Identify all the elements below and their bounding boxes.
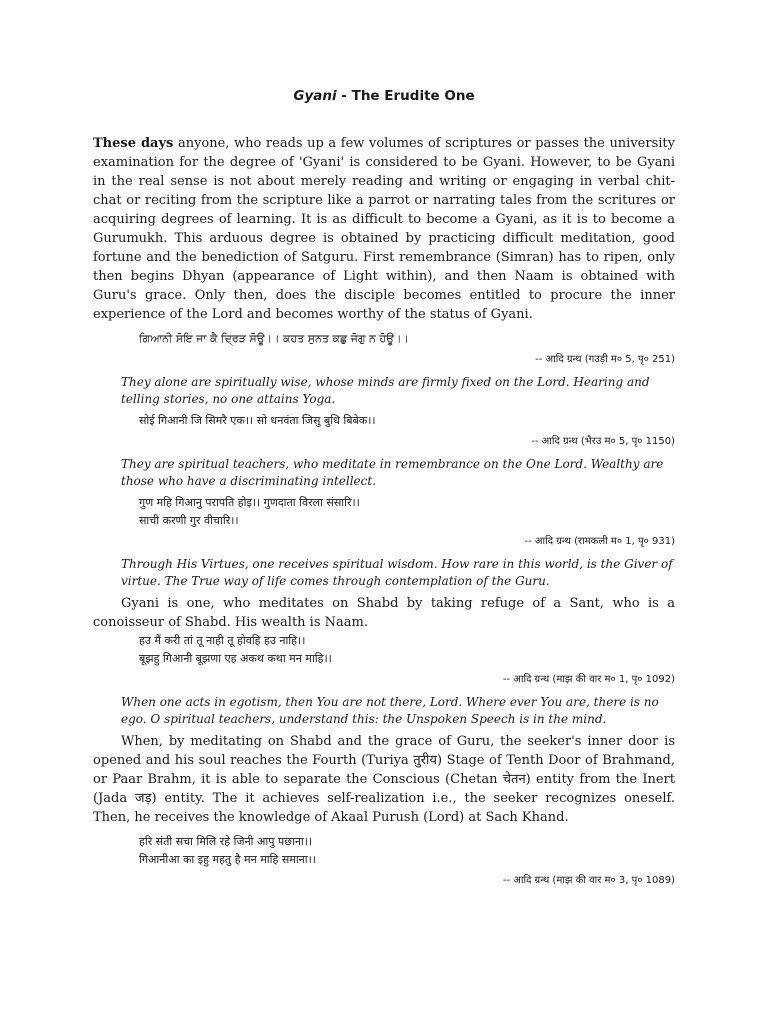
citation-2: -- आदि ग्रन्थ (भैरउ म० 5, पृ० 1150) (531, 436, 675, 447)
gurbani-verse-5a: हरि संती सचा मिलि रहे जिनी आपु पछाना।। (139, 835, 313, 848)
translation-4: When one acts in egotism, then You are not there, Lord. Where ever You are, there is no ego. O spiritual teachers, understand this: the Unspoken Speech is in the mind. (121, 695, 659, 726)
gurbani-verse-3a: गुण महि गिआनु परापति होइ।। गुणदाता विरला संसारि।। (139, 496, 360, 509)
gurbani-verse-3b: साची करणी गुर वीचारि।। (139, 514, 239, 527)
gurbani-verse-1: ਗਿਆਨੀ ਸੋਇ ਜਾ ਕੈ ਦ੍ਰਿੜ ਸੋਊ।। ਕਹਤ ਸੁਨਤ ਕਛੁ ਜੋਗੁ ਨ ਹੋਊ।। (139, 332, 409, 345)
citation-3: -- आदि ग्रन्थ (रामकली म० 1, पृ० 931) (524, 536, 675, 547)
paragraph-meditation: When, by meditating on Shabd and the grace of Guru, the seeker's inner door is opened and his soul reaches the Fourth (Turiya तुरीय) Stage of Tenth Door of Brahmand, or Paar Brahm, it is able to separate the Conscious (Chetan चेतन) entity from the Inert (Jada जड़) entity. The it achieves self-realization i.e., the seeker recognizes oneself. Then, he receives the knowledge of Akaal Purush (Lord) at Sach Khand. (93, 734, 675, 825)
citation-5: -- आदि ग्रन्थ (माझ की वार म० 3, पृ० 1089) (502, 875, 675, 886)
gurbani-verse-4a: हउ मैं करी तां तू नाही तू होवहि हउ नाहि।। (139, 634, 306, 647)
gurbani-verse-4b: बूझहु गिआनी बूझणा एह अकथ कथा मन माहि।। (139, 652, 332, 665)
translation-3: Through His Virtues, one receives spiritual wisdom. How rare in this world, is the Giver of virtue. The True way of life comes through contemplation of the Guru. (121, 557, 673, 588)
gurbani-verse-2: सोई गिआनी जि सिमरै एक।। सो धनवंता जिसु बुधि बिबेक।। (139, 414, 376, 427)
paragraph-gyani: Gyani is one, who meditates on Shabd by taking refuge of a Sant, who is a conoisseur of Shabd. His wealth is Naam. (93, 596, 675, 630)
gurbani-verse-5b: गिआनीआ का इहु महतु है मन माहि समाना।। (139, 853, 316, 866)
citation-4: -- आदि ग्रन्थ (माझ की वार म० 1, पृ० 1092) (502, 674, 675, 685)
title-rest: - The Erudite One (336, 88, 475, 104)
paragraph-intro-text: anyone, who reads up a few volumes of scriptures or passes the university examination for the degree of 'Gyani' is considered to be Gyani. However, to be Gyani in the real sense is not about merely reading and writing or engaging in verbal chit-chat or reciting from the scripture like a parrot or narrating tales from the scritures or acquiring degrees of learning. It is as difficult to become a Gyani, as it is to become a Gurumukh. This arduous degree is obtained by practicing difficult meditation, good fortune and the benediction of Satguru. First remembrance (Simran) has to ripen, only then begins Dhyan (appearance of Light within), and then Naam is obtained with Guru's grace. Only then, does the disciple becomes entitled to procure the inner experience of the Lord and becomes worthy of the status of Gyani. (93, 136, 675, 322)
page-title (93, 88, 675, 104)
translation-2: They are spiritual teachers, who meditate in remembrance on the One Lord. Wealthy are those who have a discriminating intellect. (121, 457, 664, 488)
citation-1: -- आदि ग्रन्थ (गउड़ी म० 5, पृ० 251) (535, 354, 675, 365)
paragraph-intro-lead: These days (93, 136, 174, 151)
paragraph-intro (93, 134, 675, 324)
title-emphasis: Gyani (293, 88, 337, 104)
translation-1: They alone are spiritually wise, whose minds are firmly fixed on the Lord. Hearing and telling stories, no one attains Yoga. (121, 375, 650, 406)
